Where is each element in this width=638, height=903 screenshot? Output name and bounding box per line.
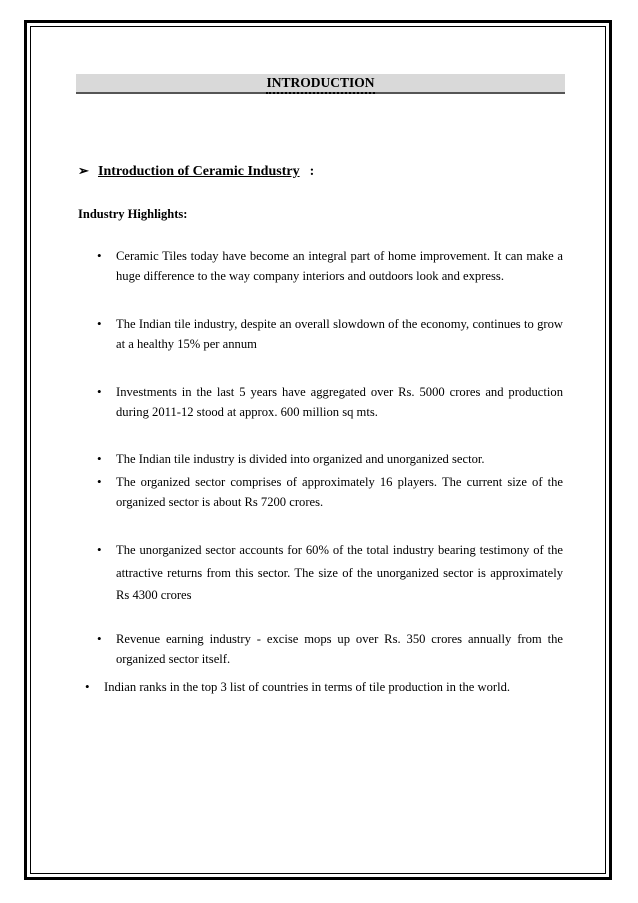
list-item	[97, 449, 563, 469]
page-title: INTRODUCTION	[266, 74, 374, 94]
list-item	[97, 314, 563, 354]
bullet-icon: •	[97, 248, 102, 263]
section-heading	[78, 163, 314, 180]
list-item-text: The organized sector comprises of approximately 16 players. The current size of the organized sector is about Rs 7200 crores.	[116, 475, 563, 509]
bullet-icon: •	[97, 316, 102, 331]
list-item-text: The unorganized sector accounts for 60% of the total industry bearing testimony of the attractive returns from this sector. The size of the unorganized sector is approximately Rs 4300 crores	[116, 543, 563, 602]
list-item-text: Ceramic Tiles today have become an integral part of home improvement. It can make a huge difference to the way company interiors and outdoors look and express.	[116, 249, 563, 283]
list-item-text: The Indian tile industry, despite an overall slowdown of the economy, continues to grow at a healthy 15% per annum	[116, 317, 563, 351]
bullet-icon: •	[97, 451, 102, 466]
section-heading-text: Introduction of Ceramic Industry	[98, 164, 300, 179]
list-item-text: Indian ranks in the top 3 list of countries in terms of tile production in the world.	[104, 680, 511, 694]
list-item	[97, 539, 563, 607]
arrow-bullet-icon: ➢	[78, 163, 89, 178]
bullet-icon: •	[97, 631, 102, 646]
bullet-icon: •	[85, 679, 90, 694]
list-item	[97, 472, 563, 512]
list-item	[97, 246, 563, 286]
list-item-text: Investments in the last 5 years have aggregated over Rs. 5000 crores and production during 2011-12 stood at approx. 600 million sq mts.	[116, 385, 563, 419]
bullet-icon: •	[97, 474, 102, 489]
list-item	[97, 382, 563, 422]
list-item	[85, 677, 574, 697]
list-item	[97, 629, 563, 669]
highlights-label: Industry Highlights:	[78, 207, 188, 221]
bullet-icon: •	[97, 384, 102, 399]
section-heading-colon: :	[309, 164, 315, 179]
list-item-text: The Indian tile industry is divided into organized and unorganized sector.	[116, 452, 485, 466]
bullet-icon: •	[97, 542, 102, 557]
list-item-text: Revenue earning industry - excise mops up over Rs. 350 crores annually from the organized sector itself.	[116, 632, 563, 666]
title-bar	[76, 74, 565, 94]
